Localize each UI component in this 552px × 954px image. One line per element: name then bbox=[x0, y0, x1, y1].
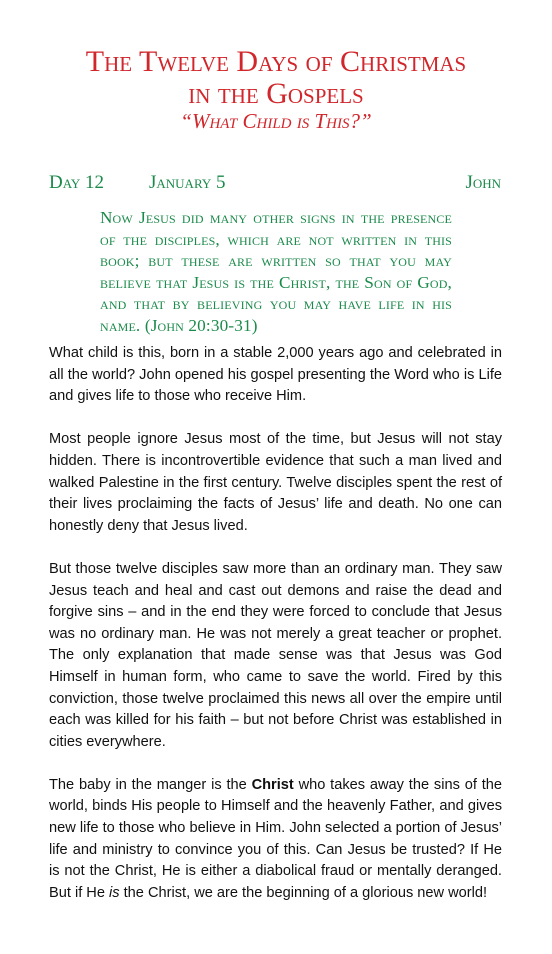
day-number: Day 12 bbox=[49, 172, 105, 193]
paragraph-4 bbox=[49, 775, 502, 905]
day-book: John bbox=[465, 172, 501, 193]
emphasis-is: is bbox=[109, 884, 120, 901]
scripture-quote: Now Jesus did many other signs in the presence of the disciples, which are not written in this book; but these are written so that you may believe that Jesus is the Christ, the Son of God, and that by believing you may have life in his name. (John 20:30-31) bbox=[100, 208, 452, 335]
paragraph-4-part-c: the Christ, we are the beginning of a glorious new world! bbox=[119, 884, 488, 901]
page-subtitle: “What Child is This?” bbox=[180, 109, 372, 133]
paragraph-1: What child is this, born in a stable 2,000 years ago and celebrated in all the world? John opened his gospel presenting the Word who is Life and gives life to those who receive Him. bbox=[49, 345, 502, 405]
page-title-line2: in the Gospels bbox=[188, 77, 364, 110]
emphasis-christ: Christ bbox=[251, 776, 294, 793]
paragraph-3: But those twelve disciples saw more than an ordinary man. They saw Jesus teach and heal and cast out demons and raise the dead and forgive sins – and in the end they were forced to conclude that Jesus was no ordinary man. He was not merely a great teacher or prophet. The only explanation that made sense was that Jesus was God Himself in human form, who came to save the world. Fired by this conviction, those twelve proclaimed this news all over the empire until each was killed for his faith – but not before Christ was established in cities everywhere. bbox=[49, 560, 502, 750]
paragraph-4-part-a: The baby in the manger is the bbox=[49, 776, 252, 793]
paragraph-4-part-b: who takes away the sins of the world, binds His people to Himself and the heavenly Father, and gives new life to those who believe in Him. John selected a portion of Jesus’ life and ministry to convince you of this. Can Jesus be trusted? If He is not the Christ, He is either a diabolical fraud or mentally deranged. But if He bbox=[49, 776, 502, 901]
page-title: The Twelve Days of Christmas bbox=[85, 45, 467, 78]
day-header bbox=[49, 172, 501, 196]
day-date: January 5 bbox=[149, 172, 226, 193]
devotional-body bbox=[49, 343, 502, 926]
paragraph-2: Most people ignore Jesus most of the time, but Jesus will not stay hidden. There is incontrovertible evidence that such a man lived and walked Palestine in the first century. Twelve disciples spent the rest of their lives proclaiming the facts of Jesus’ life and death. No one can honestly deny that Jesus lived. bbox=[49, 431, 502, 534]
